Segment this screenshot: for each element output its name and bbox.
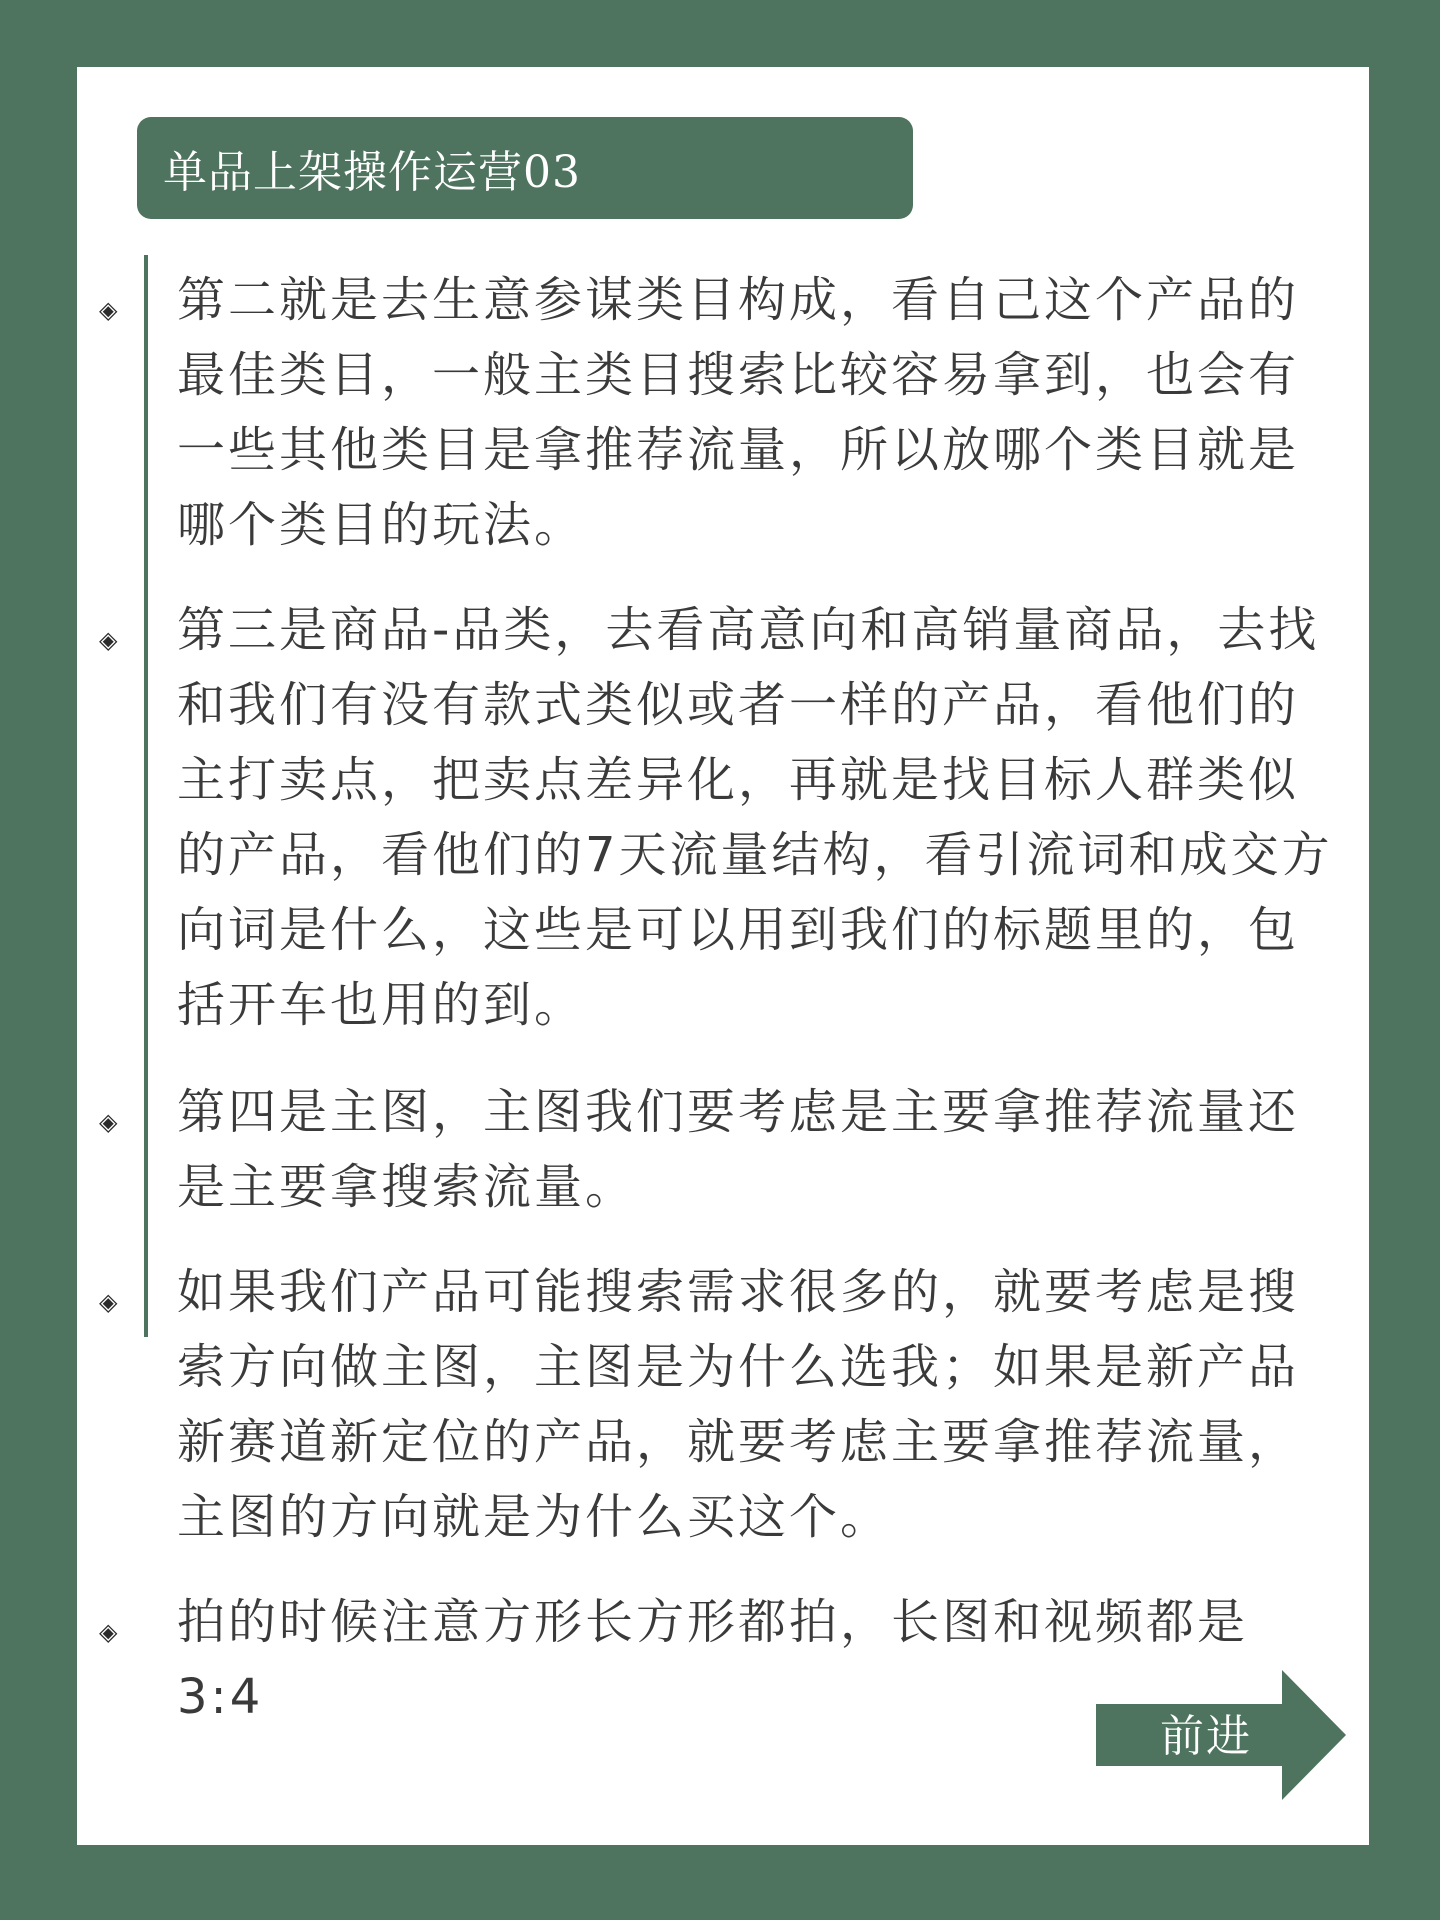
page-title: 单品上架操作运营03: [137, 117, 913, 219]
next-button-label: 前进: [1160, 1711, 1252, 1762]
vertical-divider: [144, 255, 148, 1337]
diamond-bullet-icon: ◈: [99, 296, 118, 324]
paragraph-text: 如果我们产品可能搜索需求很多的，就要考虑是搜索方向做主图，主图是为什么选我；如果是新产品新赛道新定位的产品，就要考虑主要拿推荐流量，主图的方向就是为什么买这个。: [177, 1264, 1300, 1545]
content-card: [77, 67, 1369, 1845]
next-button[interactable]: [1096, 1670, 1346, 1800]
diamond-bullet-icon: ◈: [99, 1618, 118, 1646]
diamond-bullet-icon: ◈: [99, 1108, 118, 1136]
paragraph-text: 第二就是去生意参谋类目构成，看自己这个产品的最佳类目，一般主类目搜索比较容易拿到，也会有一些其他类目是拿推荐流量，所以放哪个类目就是哪个类目的玩法。: [177, 272, 1300, 553]
diamond-bullet-icon: ◈: [99, 1288, 118, 1316]
diamond-bullet-icon: ◈: [99, 626, 118, 654]
paragraph-text: 第四是主图，主图我们要考虑是主要拿推荐流量还是主要拿搜索流量。: [177, 1084, 1300, 1215]
paragraph-text: 第三是商品-品类，去看高意向和高销量商品，去找和我们有没有款式类似或者一样的产品，看他们的主打卖点，把卖点差异化，再就是找目标人群类似的产品，看他们的7天流量结构，看引流词和成交方向词是什么，这些是可以用到我们的标题里的，包括开车也用的到。: [177, 602, 1333, 1033]
paragraph-text: 拍的时候注意方形长方形都拍，长图和视频都是3:4: [177, 1594, 1249, 1725]
